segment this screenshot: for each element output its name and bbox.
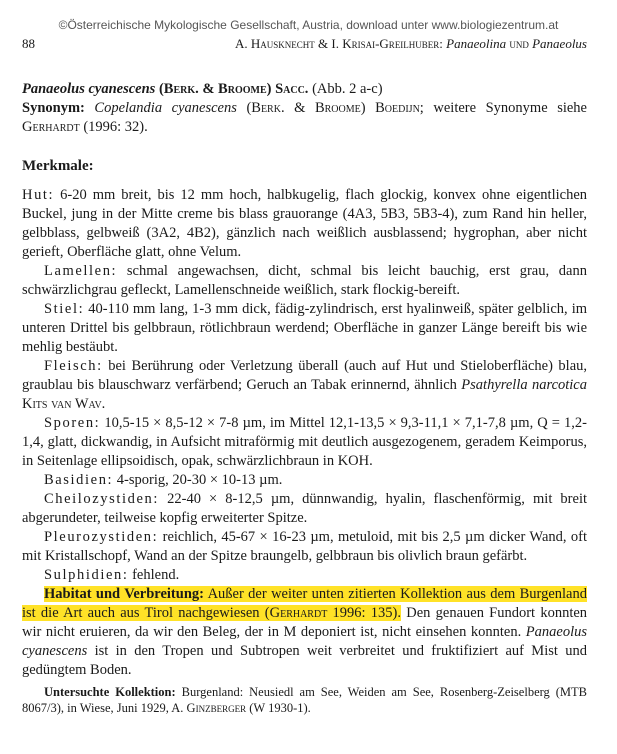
paragraph-kollektion	[22, 684, 587, 716]
term-lamellen: Lamellen:	[44, 263, 118, 279]
kollektion-label: Untersuchte Kollektion:	[44, 685, 176, 699]
term-pleurozystiden: Pleurozystiden:	[44, 529, 159, 545]
kollektion-text: Burgenland: Neusiedl am See, Weiden am See, Rosenberg-Zeiselberg (MTB 8067/3), in Wiese, Juni 1929, A.	[22, 685, 588, 715]
page-number: 88	[22, 36, 35, 51]
paragraph-habitat	[22, 585, 587, 680]
synonym-ref-year: (1996: 32).	[83, 119, 148, 135]
term-stiel: Stiel:	[44, 301, 85, 317]
term-cheilozystiden: Cheilozystiden:	[44, 491, 160, 507]
term-sulphidien: Sulphidien:	[44, 567, 129, 583]
habitat-rest-2: ist in den Tropen und Subtropen weit verbreitet und fruktifiziert auf Mist und gedüngtem Boden.	[22, 643, 587, 678]
text-pleurozystiden: reichlich, 45-67 × 16-23 µm, metuloid, mit bis 2,5 µm dicker Wand, oft mit Kristallschopf, Wand an der Spitze braungelb, gelbbraun bis olivlich braun gefärbt.	[22, 529, 587, 564]
synonym-label: Synonym:	[22, 100, 85, 116]
term-hut: Hut:	[22, 187, 55, 203]
synonym-rest: weitere Synonyme siehe	[433, 100, 587, 116]
species-name: Panaeolus cyanescens	[22, 81, 156, 97]
figure-ref: (Abb. 2 a-c)	[312, 81, 383, 97]
term-sporen: Sporen:	[44, 415, 101, 431]
text-hut: 6-20 mm breit, bis 12 mm hoch, halbkugelig, flach glockig, konvex ohne eigentlichen Buckel, jung in der Mitte creme bis blass grauorange (4A3, 5B3, 5B3-4), zum Rand hin heller, gelbblass, gelbweiß (3A2, 4B2), gänzlich nach weißlich ausblassend; hygrophan, aber nicht gerieft, Oberfläche glatt, ohne Velum.	[22, 187, 587, 260]
term-fleisch: Fleisch:	[44, 358, 103, 374]
text-basidien: 4-sporig, 20-30 × 10-13 µm.	[116, 472, 283, 488]
article-body	[22, 80, 587, 716]
running-title	[235, 36, 587, 52]
paragraph-fleisch	[22, 357, 587, 414]
section-heading-merkmale: Merkmale:	[22, 158, 94, 174]
paragraph-hut	[22, 186, 587, 262]
paragraph-pleurozystiden	[22, 528, 587, 566]
text-sulphidien: fehlend.	[132, 567, 180, 583]
habitat-label: Habitat und Verbreitung:	[44, 586, 204, 602]
text-sporen: 10,5-15 × 8,5-12 × 7-8 µm, im Mittel 12,1-13,5 × 9,3-11,1 × 7,1-7,8 µm, Q = 1,2-1,4, glatt, dickwandig, in Aufsicht mitraförmig mit deutlich ausgezogenem, geradem Keimporus, in Seitenlage ellipsoidisch, opak, schwärzlichbraun in KOH.	[22, 415, 588, 469]
synonym-line	[22, 99, 587, 137]
habitat-species: Panaeolus cyanescens	[22, 624, 587, 659]
header-genus-b: Panaeolus	[532, 36, 587, 51]
text-fleisch: bei Berührung oder Verletzung überall (auch auf Hut und Stieloberfläche) blau, graublau bis blauschwarz verfärbend; Geruch an Tabak erinnernd, ähnlich	[22, 358, 587, 393]
species-authority: (Berk. & Broome) Sacc.	[158, 81, 309, 97]
header-authors: A. Hausknecht & I. Krisai-Greilhuber:	[234, 36, 443, 51]
synonym-ref-name: Gerhardt	[22, 119, 80, 135]
paragraph-basidien	[22, 471, 587, 490]
paragraph-sporen	[22, 414, 587, 471]
kollektion-collector: Ginzberger	[186, 701, 247, 715]
term-basidien: Basidien:	[44, 472, 114, 488]
synonym-authority: (Berk. & Broome) Boedijn;	[246, 100, 424, 116]
habitat-ref-name: Gerhardt	[269, 605, 328, 621]
paragraph-sulphidien	[22, 566, 587, 585]
header-and: und	[509, 36, 529, 51]
paragraph-lamellen	[22, 262, 587, 300]
header-genus-a: Panaeolina	[446, 36, 507, 51]
fleisch-ref-author: Kits van Wav.	[22, 396, 106, 412]
text-cheilozystiden: 22-40 × 8-12,5 µm, dünnwandig, hyalin, flaschenförmig, mit breit abgerundeter, teilweise kopfig erweiterter Spitze.	[22, 491, 588, 526]
species-title	[22, 80, 587, 99]
fleisch-ref-species: Psathyrella narcotica	[461, 377, 587, 393]
text-stiel: 40-110 mm lang, 1-3 mm dick, fädig-zylindrisch, erst hyalinweiß, später gelblich, im unteren Drittel bis gelbbraun, rötlichbraun werdend; Oberfläche in ganzer Länge bereift bis wie mehlig bestäubt.	[22, 301, 587, 355]
habitat-ref-year: 1996: 135).	[332, 605, 402, 621]
text-lamellen: schmal angewachsen, dicht, schmal bis leicht bauchig, erst grau, dann schwärzlichgrau gefleckt, Lamellenschneide weißlich, stark flockig-bereift.	[22, 263, 587, 298]
copyright-watermark: ©Österreichische Mykologische Gesellschaft, Austria, download unter www.biologiezentrum.at	[58, 18, 559, 32]
kollektion-voucher: (W 1930-1).	[249, 701, 311, 715]
habitat-rest-1: Den genauen Fundort konnten wir nicht eruieren, da wir den Beleg, der in M deponiert ist, nicht einsehen konnten.	[22, 605, 588, 640]
habitat-highlight-text: Außer der weiter unten zitierten Kollektion aus dem Burgenland ist die Art auch aus Tirol nachgewiesen (	[22, 586, 587, 621]
paragraph-cheilozystiden	[22, 490, 587, 528]
synonym-name: Copelandia cyanescens	[94, 100, 237, 116]
paragraph-stiel	[22, 300, 587, 357]
